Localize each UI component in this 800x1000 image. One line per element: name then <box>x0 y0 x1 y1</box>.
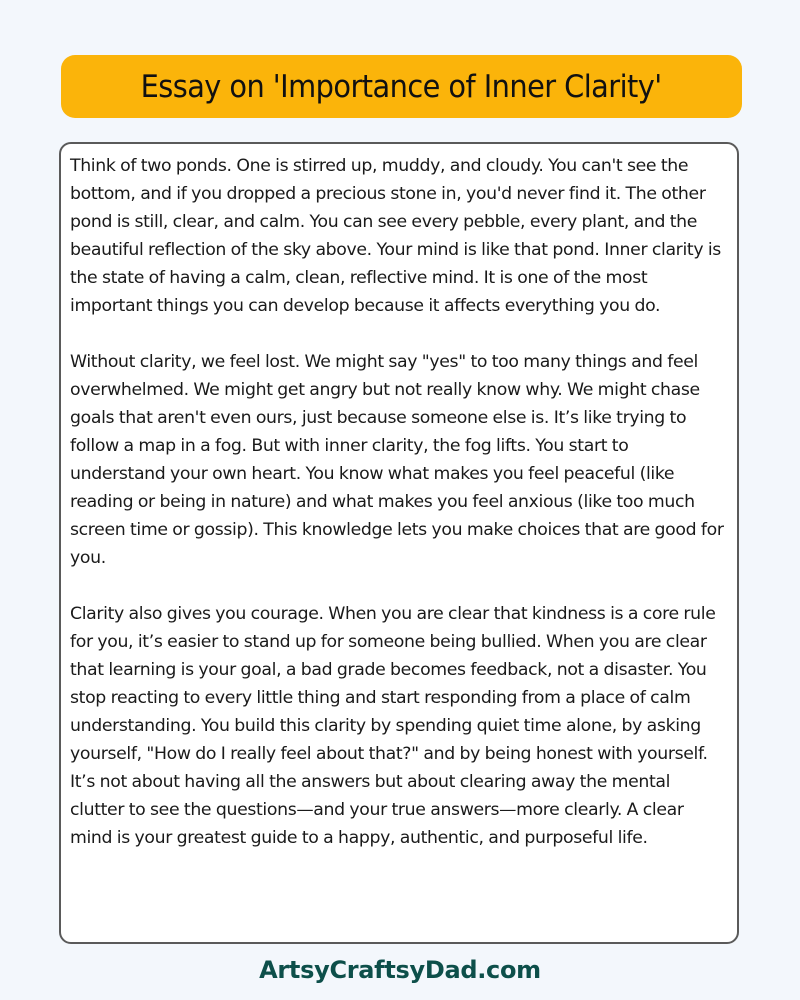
essay-paragraph-3: Clarity also gives you courage. When you are clear that kindness is a core rule for you, it’s easier to stand up for someone being bullied. When you are clear that learning is your goal, a bad grade becomes feedback, not a disaster. You stop reacting to every little thing and start responding from a place of calm understanding. You build this clarity by spending quiet time alone, by asking yourself, "How do I really feel about that?" and by being honest with yourself. It’s not about having all the answers but about clearing away the mental clutter to see the questions—and your true answers—more clearly. A clear mind is your greatest guide to a happy, authentic, and purposeful life. <box>70 604 716 848</box>
essay-title: Essay on 'Importance of Inner Clarity' <box>140 68 663 105</box>
essay-paragraph-2: Without clarity, we feel lost. We might say "yes" to too many things and feel overwhelmed. We might get angry but not really know why. We might chase goals that aren't even ours, just because someone else is. It’s like trying to follow a map in a fog. But with inner clarity, the fog lifts. You start to understand your own heart. You know what makes you feel peaceful (like reading or being in nature) and what makes you feel anxious (like too much screen time or gossip). This knowledge lets you make choices that are good for you. <box>70 352 724 568</box>
footer-brand-link[interactable]: ArtsyCraftsyDad.com <box>259 956 541 984</box>
essay-paragraph-1: Think of two ponds. One is stirred up, muddy, and cloudy. You can't see the bottom, and if you dropped a precious stone in, you'd never find it. The other pond is still, clear, and calm. You can see every pebble, every plant, and the beautiful reflection of the sky above. Your mind is like that pond. Inner clarity is the state of having a calm, clean, reflective mind. It is one of the most important things you can develop because it affects everything you do. <box>70 156 721 316</box>
title-banner <box>61 55 742 118</box>
essay-card <box>59 142 739 944</box>
